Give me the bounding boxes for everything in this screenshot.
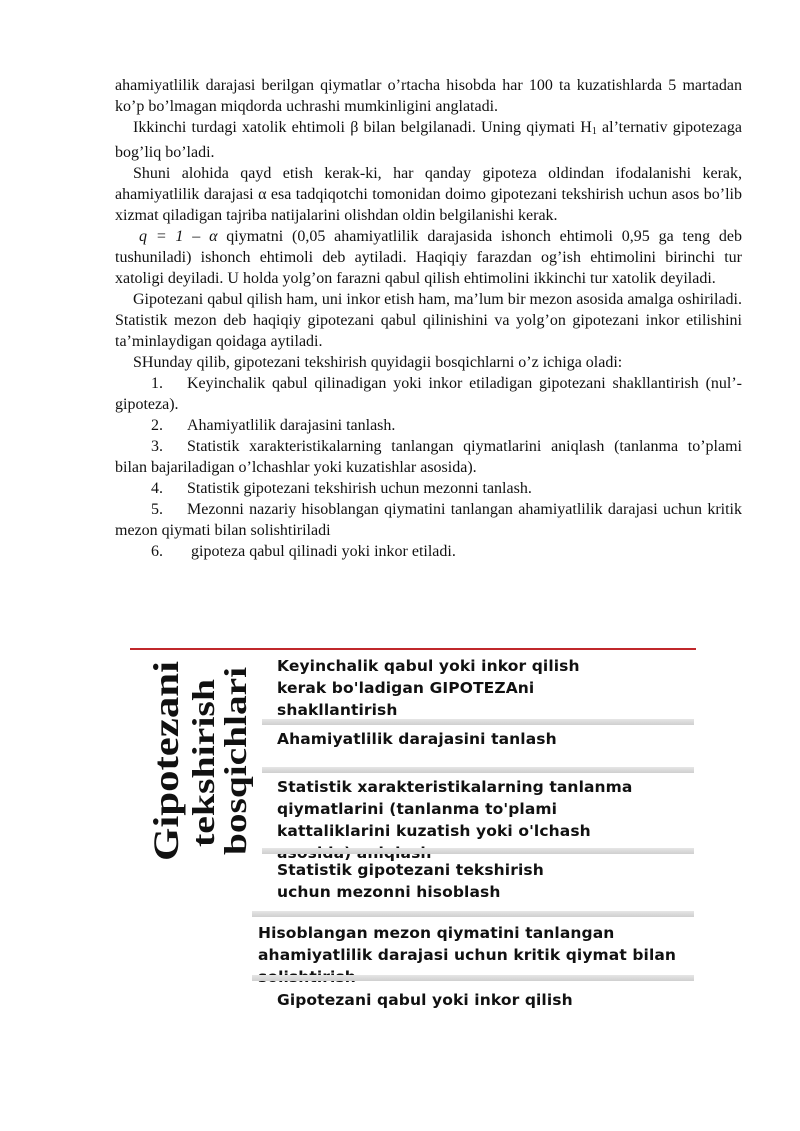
step-separator xyxy=(262,848,694,854)
paragraph-2-a: Ikkinchi turdagi xatolik ehtimoli β bilan belgilanadi. Uning qiymati H xyxy=(133,119,592,136)
title-line-2: tekshirish xyxy=(185,711,221,847)
list-text: gipoteza qabul qilinadi yoki inkor etiladi. xyxy=(187,543,456,560)
list-number: 5. xyxy=(151,501,163,518)
paragraph-5: Gipotezani qabul qilish ham, uni inkor etish ham, ma’lum bir mezon asosida amalga oshiriladi. Statistik mezon deb haqiqiy gipotezani qabul qilinishini va yolg’on gipotezani inkor etilishini ta’minlaydigan qoidaga aytiladi. xyxy=(115,291,742,350)
title-line-1: Gipotezani xyxy=(146,693,186,861)
list-item xyxy=(115,373,742,415)
list-text: Statistik xarakteristikalarning tanlangan qiymatlarini aniqlash (tanlanma to’plami bilan bajariladigan o’lchashlar yoki kuzatishlar asosida). xyxy=(115,438,742,476)
step-3: Statistik xarakteristikalarning tanlanma qiymatlarini (tanlanma to'plami kattaliklarini kuzatish yoki o'lchash xyxy=(277,778,633,840)
step-2: Ahamiyatlilik darajasini tanlash xyxy=(277,730,557,748)
step-5: Hisoblangan mezon qiymatini tanlangan ahamiyatlilik darajasi uchun kritik qiymat bilan xyxy=(258,924,677,964)
list-text: Ahamiyatlilik darajasini tanlash. xyxy=(187,417,396,434)
step-6: Gipotezani qabul yoki inkor qilish xyxy=(277,991,573,1009)
step-separator xyxy=(262,767,694,773)
step-separator xyxy=(262,719,694,725)
paragraph-2 xyxy=(115,117,742,163)
confidence-formula: q = 1 – α xyxy=(139,228,218,245)
paragraph-4-rest: qiymatni (0,05 ahamiyatlilik darajasida ishonch ehtimoli 0,95 ga teng deb tushuniladi) ishonch ehtimoli deb aytiladi. Haqiqiy farazdan og’ish ehtimolini birinchi tur xatoligi deyiladi. U holda yolg’on farazni qabul qilish ehtimolini ikkinchi tur xatolik deyiladi. xyxy=(115,228,742,287)
list-number: 6. xyxy=(151,543,163,560)
step-1: Keyinchalik qabul yoki inkor qilish kerak bo'ladigan GIPOTEZAni shakllantirish xyxy=(277,657,580,719)
paragraph-2-b: al’ternativ gipotezaga bog’liq bo’ladi. xyxy=(115,119,743,161)
list-number: 3. xyxy=(151,438,163,455)
step-4: Statistik gipotezani tekshirish uchun mezonni hisoblash xyxy=(277,861,544,901)
paragraph-3: Shuni alohida qayd etish kerak-ki, har qanday gipoteza oldindan ifodalanishi kerak, ahamiyatlilik darajasi α esa tadqiqotchi tomonidan doimo gipotezani tekshirish uchun asos bo’lib xizmat qiladigan tajriba natijalarini olishdan oldin belgilanishi kerak. xyxy=(115,165,742,224)
hypothesis-steps-figure xyxy=(130,645,700,1020)
list-item xyxy=(115,436,742,478)
list-item xyxy=(115,499,742,541)
paragraph-1: ahamiyatlilik darajasi berilgan qiymatlar o’rtacha hisobda har 100 ta kuzatishlarda 5 martadan ko’p bo’lmagan miqdorda uchrashi mumkinligini anglatadi. xyxy=(115,77,742,115)
paragraph-4 xyxy=(115,226,742,289)
paragraph-6: SHunday qilib, gipotezani tekshirish quyidagii bosqichlarni o’z ichiga oladi: xyxy=(133,354,623,371)
document-body xyxy=(115,75,742,562)
h1-subscript: 1 xyxy=(591,126,597,137)
title-line-3: bosqichlari xyxy=(217,702,253,855)
list-number: 1. xyxy=(151,375,163,392)
list-number: 4. xyxy=(151,480,163,497)
list-text: Mezonni nazariy hisoblangan qiymatini tanlangan ahamiyatlilik darajasi uchun kritik mezon qiymati bilan solishtiriladi xyxy=(115,501,742,539)
list-text: Keyinchalik qabul qilinadigan yoki inkor etiladigan gipotezani shakllantirish (nul’-gipoteza). xyxy=(115,375,742,413)
list-number: 2. xyxy=(151,417,163,434)
figure-top-rule xyxy=(130,648,696,650)
step-separator xyxy=(252,911,694,917)
vertical-title-svg xyxy=(138,657,253,867)
list-item xyxy=(115,478,742,499)
list-item xyxy=(115,415,742,436)
step-separator xyxy=(252,975,694,981)
list-text: Statistik gipotezani tekshirish uchun mezonni tanlash. xyxy=(187,480,532,497)
figure-vertical-title xyxy=(138,657,253,867)
list-item xyxy=(115,541,742,562)
